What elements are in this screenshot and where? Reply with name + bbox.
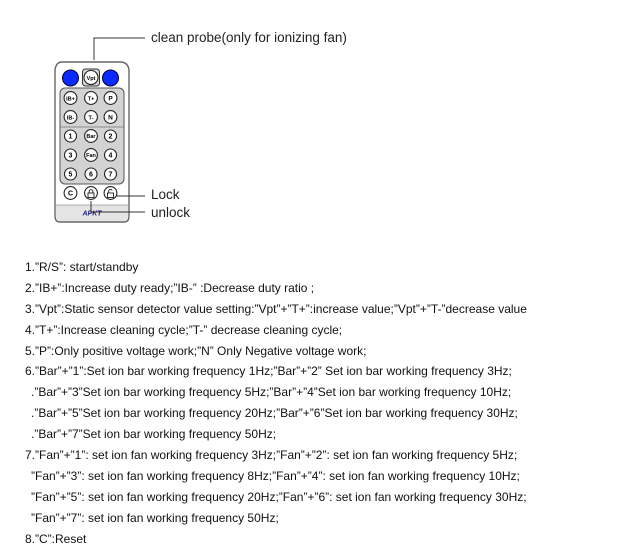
bar-label: Bar <box>86 134 96 141</box>
remote-diagram <box>0 0 618 240</box>
clean-probe-line <box>94 38 145 60</box>
note-item: .”Bar”+”3”Set ion bar working frequency 5Hz;”Bar”+”4”Set ion bar working frequency 10Hz; <box>31 385 512 400</box>
clean-probe-callout: clean probe(only for ionizing fan) <box>151 30 347 45</box>
key-4-label: 4 <box>108 152 113 160</box>
note-item: 1.”R/S”: start/standby <box>25 260 139 274</box>
c-label: C <box>67 190 74 198</box>
key-7-label: 7 <box>108 171 113 179</box>
t-plus-label: T+ <box>87 96 95 103</box>
note-item: 7.”Fan”+”1”: set ion fan working frequency 3Hz;”Fan”+”2”: set ion fan working frequency 5Hz; <box>25 448 518 463</box>
key-3-label: 3 <box>68 152 73 160</box>
vpt-label: Vpt <box>86 75 96 82</box>
note-item: 5.”P”:Only positive voltage work;”N” Only Negative voltage work; <box>25 343 367 358</box>
note-item: .”Bar”+”7”Set ion bar working frequency 50Hz; <box>31 427 277 442</box>
note-item: 8.”C”:Reset <box>25 531 87 546</box>
ib-minus-label: IB- <box>66 115 75 122</box>
p-label: P <box>108 95 113 103</box>
unlock-callout: unlock <box>151 205 191 220</box>
note-item: 6.”Bar”+”1”:Set ion bar working frequency 1Hz;”Bar”+”2” Set ion bar working frequency 3Hz; <box>25 364 512 379</box>
t-minus-label: T- <box>88 115 94 122</box>
lock-callout: Lock <box>151 187 180 202</box>
n-label: N <box>108 114 113 122</box>
key-1-label: 1 <box>68 133 73 141</box>
fan-label: Fan <box>86 153 96 160</box>
key-6-label: 6 <box>89 171 93 179</box>
bottom-keys <box>64 187 117 200</box>
note-item: ”Fan”+”3”: set ion fan working frequency 8Hz;”Fan”+”4”: set ion fan working frequency 10Hz; <box>31 468 520 483</box>
key-5-label: 5 <box>68 171 73 179</box>
note-item: 2.”IB+”:Increase duty ready;”IB-” :Decrease duty ratio ; <box>25 280 315 295</box>
note-item: 3.”Vpt”:Static sensor detector value setting:”Vpt”+”T+”:increase value;”Vpt”+”T-”decrease value <box>25 301 527 316</box>
blue-button-left[interactable] <box>63 70 79 86</box>
instruction-list <box>25 257 615 549</box>
blue-button-right[interactable] <box>103 70 119 86</box>
note-item: ”Fan”+”5”: set ion fan working frequency 20Hz;”Fan”+”6”: set ion fan working frequency 30Hz; <box>31 489 527 504</box>
brand-logo: APKT <box>82 210 102 218</box>
key-2-label: 2 <box>108 133 113 141</box>
note-item: .”Bar”+”5”Set ion bar working frequency 20Hz;”Bar”+”6”Set ion bar working frequency 30Hz; <box>31 406 518 421</box>
note-item: ”Fan”+”7”: set ion fan working frequency 50Hz; <box>31 510 279 525</box>
ib-plus-label: IB+ <box>66 96 75 103</box>
note-item: 4.”T+”:Increase cleaning cycle;”T-” decrease cleaning cycle; <box>25 322 343 337</box>
